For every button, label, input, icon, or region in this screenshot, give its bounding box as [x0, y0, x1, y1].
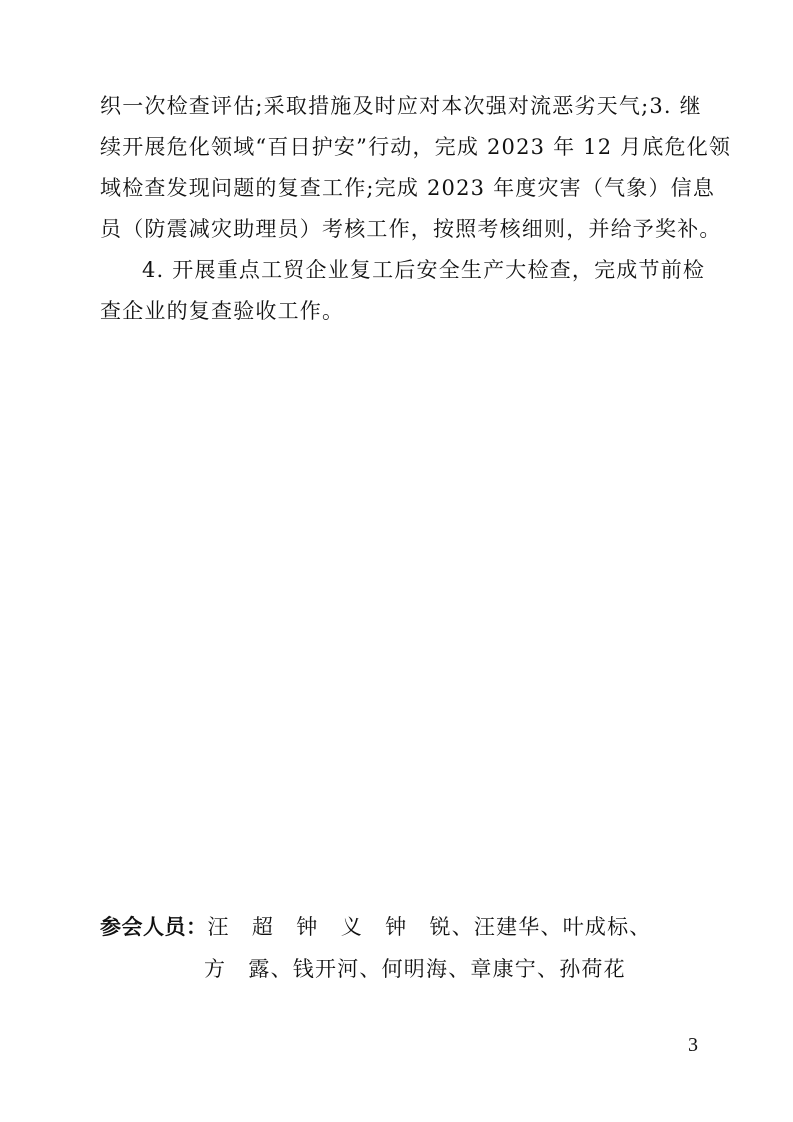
body-text — [100, 86, 732, 332]
paragraph-line: 域检查发现问题的复查工作;完成 2023 年度灾害（气象）信息 — [100, 176, 716, 200]
page-number: 3 — [688, 1034, 698, 1056]
attendees-label: 参会人员： — [100, 915, 208, 939]
attendees-row — [100, 906, 720, 948]
attendees-names: 汪 超 钟 义 钟 锐、汪建华、叶成标、 — [207, 915, 652, 939]
paragraph-line: 员（防震减灾助理员）考核工作，按照考核细则，并给予奖补。 — [100, 217, 722, 241]
paragraph-line: 查企业的复查验收工作。 — [100, 299, 345, 323]
paragraph-line: 续开展危化领域“百日护安”行动，完成 2023 年 12 月底危化领 — [100, 135, 732, 159]
attendees-names: 方 露、钱开河、何明海、章康宁、孙荷花 — [204, 957, 626, 981]
attendees-section — [100, 906, 720, 990]
paragraph-line: 织一次检查评估;采取措施及时应对本次强对流恶劣天气;3. 继 — [100, 94, 702, 118]
paragraph-line: 4. 开展重点工贸企业复工后安全生产大检查，完成节前检 — [142, 258, 706, 282]
